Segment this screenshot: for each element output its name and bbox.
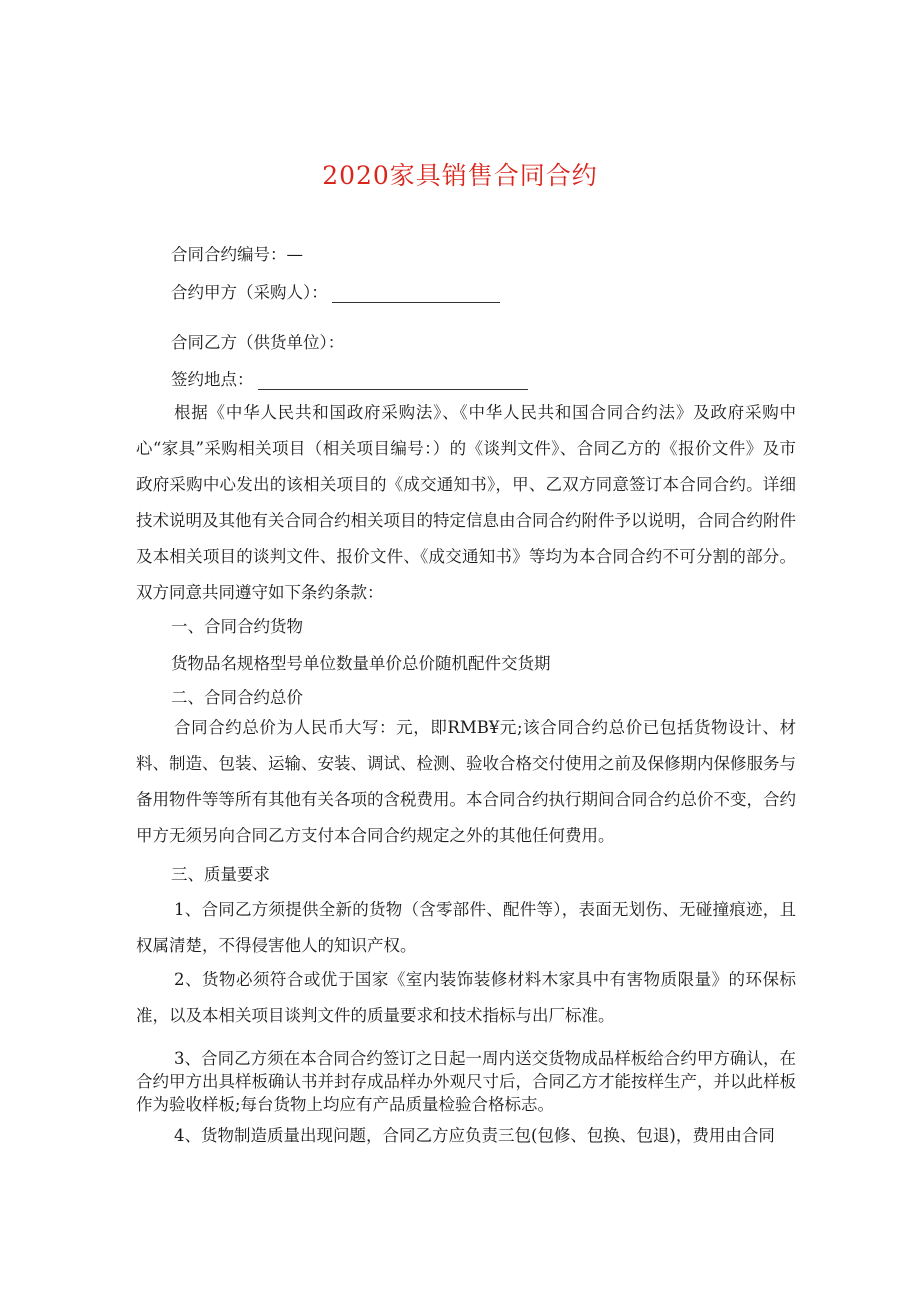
party-b-label: 合同乙方（供货单位）： bbox=[171, 333, 345, 352]
party-a-field bbox=[171, 279, 500, 303]
contract-number-label: 合同合约编号：— bbox=[171, 245, 303, 264]
intro-paragraph: 根据《中华人民共和国政府采购法》、《中华人民共和国合同合约法》及政府采购中心“家具”采购相关项目（相关项目编号：）的《谈判文件》、合同乙方的《报价文件》及市政府采购中心发出的该相关项目的《成交通知书》，甲、乙双方同意签订本合同合约。详细技术说明及其他有关合同合约相关项目的特定信息由合同合约附件予以说明，合同合约附件及本相关项目的谈判文件、报价文件、《成交通知书》等均为本合同合约不可分割的部分。双方同意共同遵守如下条约条款： bbox=[136, 403, 796, 602]
party-a-label: 合约甲方（采购人）： bbox=[171, 283, 328, 302]
section1-columns: 货物品名规格型号单位数量单价总价随机配件交货期 bbox=[171, 654, 551, 673]
quality-item-2: 2、货物必须符合或优于国家《室内装饰装修材料木家具中有害物质限量》的环保标准，以及本相关项目谈判文件的质量要求和技术指标与出厂标准。 bbox=[136, 970, 796, 1025]
document-title: 2020家具销售合同合约 bbox=[322, 161, 598, 190]
quality-item-1: 1、合同乙方须提供全新的货物（含零部件、配件等），表面无划伤、无碰撞痕迹，且权属清楚，不得侵害他人的知识产权。 bbox=[136, 900, 796, 955]
section3-heading: 三、质量要求 bbox=[171, 865, 270, 884]
quality-item-4: 4、货物制造质量出现问题，合同乙方应负责三包(包修、包换、包退)，费用由合同 bbox=[174, 1126, 775, 1145]
contract-number-field bbox=[171, 241, 303, 265]
sign-place-field bbox=[171, 366, 528, 390]
quality-item-3: 3、合同乙方须在本合同合约签订之日起一周内送交货物成品样板给合约甲方确认，在合约甲方出具样板确认书并封存成品样办外观尺寸后，合同乙方才能按样生产，并以此样板作为验收样板;每台货物上均应有产品质量检验合格标志。 bbox=[136, 1049, 796, 1114]
section2-heading: 二、合同合约总价 bbox=[171, 688, 303, 707]
section1-heading: 一、合同合约货物 bbox=[171, 617, 303, 636]
sign-place-label: 签约地点： bbox=[171, 370, 254, 389]
sign-place-blank-line bbox=[258, 388, 528, 390]
party-b-field bbox=[171, 329, 344, 353]
section2-paragraph: 合同合约总价为人民币大写：元，即RMB¥元;该合同合约总价已包括货物设计、材料、制造、包装、运输、安装、调试、检测、验收合格交付使用之前及保修期内保修服务与备用物件等等所有其他有关各项的含税费用。本合同合约执行期间合同合约总价不变，合约甲方无须另向合同乙方支付本合同合约规定之外的其他任何费用。 bbox=[136, 718, 796, 845]
party-a-blank-line bbox=[332, 301, 500, 303]
